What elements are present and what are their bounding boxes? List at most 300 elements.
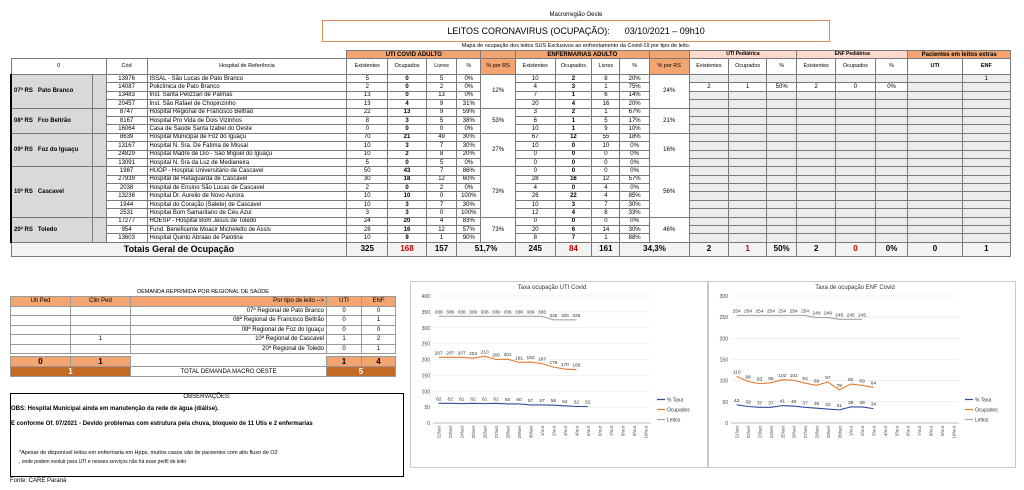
y-tick-label: 150 [719, 357, 728, 364]
enf-pct: 67% [620, 108, 649, 116]
uti-pct: 20% [457, 150, 481, 158]
ped-empty-cell [689, 142, 729, 150]
ped-empty-cell [729, 200, 767, 208]
dem-total-uti-ped: 0 [11, 357, 71, 367]
enf-livres: 0 [592, 158, 620, 166]
extra-uti [908, 217, 962, 225]
enf-pct-rs: 46% [649, 217, 689, 242]
obs-line-3: *Apesar de disponível leitos em enfermaria em Hpps, muitos casos são de pacientes com alto fluxo de O2 [19, 450, 278, 456]
data-label: 31 [836, 403, 842, 409]
total-enf-livres: 161 [592, 242, 620, 256]
x-tick-label: 26/set [791, 426, 797, 439]
enf-ocupados: 2 [555, 75, 592, 83]
data-label: 187 [537, 357, 547, 363]
ped-empty-cell [836, 133, 876, 141]
col-extra-enf: ENF [962, 59, 1010, 75]
hospital-name: Hospital Municipal de Foz do Iguaçu [147, 133, 347, 141]
dem-enf: 2 [362, 335, 396, 345]
ped-empty-cell [729, 209, 767, 217]
y-tick-label: 0 [725, 421, 728, 427]
ped-empty-cell [797, 209, 836, 217]
ped-empty-cell [729, 158, 767, 166]
dem-enf: 1 [362, 316, 396, 326]
col-existentes: Existentes [347, 59, 388, 75]
ped-empty-cell [729, 75, 767, 83]
ped-empty-cell [729, 142, 767, 150]
enf-ocupados: 0 [555, 217, 592, 225]
data-label: 62 [470, 397, 476, 403]
region-label: Macrorregião Oeste [549, 12, 603, 18]
extra-enf [962, 217, 1010, 225]
enf-pct: 20% [620, 75, 649, 83]
x-tick-label: 10/out [643, 426, 649, 439]
data-label: 97 [825, 375, 831, 381]
x-tick-label: 4/out [882, 426, 888, 437]
enf-chart-svg [709, 282, 1017, 469]
dem-regional-label: 10ª Regional de Cascavel [131, 335, 327, 345]
ped-empty-cell [875, 226, 907, 234]
dem-uti-ped [11, 306, 71, 316]
group-uti-covid: UTI COVID ADULTO [347, 51, 481, 59]
enf-pct: 88% [620, 234, 649, 242]
y-tick-label: 200 [421, 357, 430, 364]
region-cell [11, 217, 93, 242]
uti-ocupados: 3 [388, 142, 427, 150]
uti-livres: 1 [426, 234, 456, 242]
x-tick-label: 26/set [482, 426, 488, 439]
ped-empty-cell [797, 192, 836, 200]
extra-uti [908, 150, 962, 158]
legend-label: Ocupados [667, 407, 690, 414]
data-label: 54 [562, 399, 568, 405]
x-tick-label: 24/set [768, 426, 774, 439]
ped-empty-cell [797, 133, 836, 141]
ped-empty-cell [836, 125, 876, 133]
ped-empty-cell [766, 184, 796, 192]
ped-empty-cell [766, 175, 796, 183]
chart-title: Taxa de ocupação ENF Covid [815, 285, 895, 291]
x-tick-label: 24/set [459, 426, 465, 439]
ped-empty-cell [836, 234, 876, 242]
enfped-cell: 0 [836, 83, 876, 91]
extra-enf [962, 192, 1010, 200]
uti-ocupados: 0 [388, 125, 427, 133]
dem-enf: 0 [362, 325, 396, 335]
data-label: 35 [813, 402, 820, 408]
ped-empty-cell [766, 100, 796, 108]
dem-clin-ped [71, 316, 131, 326]
extra-enf [962, 184, 1010, 192]
ped-empty-cell [797, 91, 836, 99]
ped-empty-cell [836, 142, 876, 150]
data-label: 101 [789, 374, 798, 380]
col-extra-uti: UTI [908, 59, 962, 75]
y-tick-label: 150 [421, 373, 430, 380]
hospital-name: Hospital do Coração (Salete) de Cascavel [147, 200, 347, 208]
enf-ocupados: 3 [555, 200, 592, 208]
uti-pct: 0% [457, 91, 481, 99]
ped-empty-cell [836, 200, 876, 208]
uti-ocupados: 0 [388, 158, 427, 166]
obs-title: OBSERVAÇÕES: [183, 394, 231, 400]
x-tick-label: 23/set [448, 426, 454, 439]
uti-chart [410, 281, 708, 468]
enf-existentes: 12 [515, 209, 555, 217]
ped-empty-cell [729, 108, 767, 116]
uti-ocupados: 0 [388, 184, 427, 192]
hospital-code: 954 [106, 226, 147, 234]
enf-livres: 4 [592, 184, 620, 192]
hospital-name: Casa de Saúde Santa Izabel do Oeste [147, 125, 347, 133]
extra-enf [962, 200, 1010, 208]
enf-existentes: 0 [515, 158, 555, 166]
ped-empty-cell [766, 150, 796, 158]
enf-pct: 18% [620, 133, 649, 141]
extra-uti [908, 91, 962, 99]
ped-empty-cell [729, 167, 767, 175]
col-ocupados: Ocupados [836, 59, 876, 75]
ped-empty-cell [797, 100, 836, 108]
enf-livres: 0 [592, 150, 620, 158]
region-cell [11, 108, 93, 133]
x-tick-label: 8/out [928, 426, 934, 437]
table-subtitle: Mapa de ocupação dos leitos SUS Exclusivos ao enfrentamento da Covid-19 por tipo de leito. [461, 43, 691, 49]
enf-livres: 12 [592, 175, 620, 183]
extra-uti [908, 100, 962, 108]
enf-pct-rs: 21% [649, 108, 689, 133]
hospital-name: Hospital Pro Vida de Dois Vizinhos [147, 116, 347, 124]
uti-pct: 100% [457, 209, 481, 217]
ped-empty-cell [836, 158, 876, 166]
uti-existentes: 30 [347, 175, 388, 183]
x-tick-label: 22/set [746, 426, 752, 439]
enf-pct-rs: 56% [649, 167, 689, 217]
enf-livres: 9 [592, 125, 620, 133]
demanda-row [11, 344, 396, 354]
hospital-code: 20457 [106, 100, 147, 108]
uti-pct: 57% [457, 226, 481, 234]
enf-ocupados: 0 [555, 167, 592, 175]
ped-empty-cell [875, 209, 907, 217]
x-tick-label: 29/set [825, 426, 831, 439]
x-tick-label: 7/out [917, 426, 923, 437]
ped-empty-cell [875, 133, 907, 141]
hospital-name: Hospital de Ensino São Lucas de Cascavel [147, 184, 347, 192]
extra-enf [962, 125, 1010, 133]
ped-empty-cell [875, 108, 907, 116]
data-label: 61 [459, 397, 465, 403]
col-pct-rs: % por RS [649, 59, 689, 75]
ped-empty-cell [875, 116, 907, 124]
hospital-code: 14087 [106, 83, 147, 91]
ped-empty-cell [875, 150, 907, 158]
extra-enf [962, 142, 1010, 150]
ped-empty-cell [766, 226, 796, 234]
data-label: 110 [732, 370, 741, 376]
enf-existentes: 20 [515, 226, 555, 234]
enf-ocupados: 2 [555, 108, 592, 116]
dem-uti-ped [11, 316, 71, 326]
data-label: 57 [539, 398, 545, 404]
dem-clin-ped [71, 344, 131, 354]
extra-enf [962, 116, 1010, 124]
ped-empty-cell [766, 108, 796, 116]
legend-label: % Taxa [667, 397, 684, 404]
hospital-code: 13167 [106, 142, 147, 150]
dem-clin-ped [71, 325, 131, 335]
hospital-name: ISSAL - São Lucas de Pato Branco [147, 75, 347, 83]
ped-empty-cell [689, 108, 729, 116]
dem-regional-label: 08ª Regional de Francisco Beltrão [131, 316, 327, 326]
enf-existentes: 4 [515, 184, 555, 192]
ped-empty-cell [766, 142, 796, 150]
dem-uti: 0 [327, 306, 362, 316]
enf-livres: 10 [592, 142, 620, 150]
y-tick-label: 50 [722, 399, 728, 406]
enf-existentes: 0 [515, 167, 555, 175]
y-tick-label: 300 [719, 294, 728, 300]
uti-pct-rs: 53% [481, 108, 516, 133]
uti-pct: 0% [457, 75, 481, 83]
uti-livres: 9 [426, 108, 456, 116]
enf-ocupados: 1 [555, 116, 592, 124]
legend-label: Leitos [667, 417, 681, 424]
extra-uti [908, 167, 962, 175]
uti-pct: 90% [457, 234, 481, 242]
col-zero: 0 [11, 59, 106, 75]
uti-livres: 9 [426, 100, 456, 108]
col-hospital: Hospital de Referência [147, 59, 347, 75]
dem-clin-ped [71, 306, 131, 316]
data-label: 207 [457, 351, 466, 357]
uti-ocupados: 10 [388, 192, 427, 200]
y-tick-label: 100 [719, 378, 728, 385]
uti-existentes: 24 [347, 217, 388, 225]
enf-existentes: 0 [515, 217, 555, 225]
data-label: 102 [778, 373, 787, 379]
data-label: 200 [492, 353, 501, 359]
extra-uti [908, 83, 962, 91]
uti-pct: 38% [457, 116, 481, 124]
uti-existentes: 2 [347, 83, 388, 91]
data-label: 93 [756, 377, 763, 383]
ped-empty-cell [875, 175, 907, 183]
uti-livres: 0 [426, 125, 456, 133]
hospital-code: 13091 [106, 158, 147, 166]
ped-empty-cell [729, 184, 767, 192]
uti-existentes: 22 [347, 108, 388, 116]
col-dem-enf: ENF [362, 297, 396, 307]
ped-empty-cell [766, 133, 796, 141]
enf-pct: 75% [620, 83, 649, 91]
hospital-name: Hospital N. Sra da Luz de Medianeira [147, 158, 347, 166]
ped-empty-cell [689, 217, 729, 225]
uti-existentes: 50 [347, 167, 388, 175]
region-city: Fco Beltrão [37, 117, 71, 124]
data-label: 62 [493, 397, 499, 403]
enf-existentes: 67 [515, 133, 555, 141]
uti-ocupados: 16 [388, 226, 427, 234]
uti-existentes: 13 [347, 100, 388, 108]
data-label: 254 [744, 309, 753, 315]
x-tick-label: 4/out [574, 426, 580, 437]
uti-pct: 0% [457, 158, 481, 166]
uti-ocupados: 43 [388, 167, 427, 175]
data-label: 336 [492, 310, 501, 316]
col-cod: Cód [106, 59, 147, 75]
ped-empty-cell [797, 200, 836, 208]
uti-pct: 30% [457, 133, 481, 141]
total-uti-ocupados: 168 [388, 242, 427, 256]
enf-pct: 85% [620, 192, 649, 200]
uti-pct: 30% [457, 142, 481, 150]
col-pct: % [457, 59, 481, 75]
data-label: 56 [550, 399, 557, 405]
uti-ocupados: 0 [388, 91, 427, 99]
extra-uti [908, 234, 962, 242]
enf-pct: 14% [620, 91, 649, 99]
enfped-cell: 0% [875, 83, 907, 91]
dem-uti: 0 [327, 344, 362, 354]
extra-enf [962, 234, 1010, 242]
data-label: 254 [732, 309, 741, 315]
ped-empty-cell [836, 175, 876, 183]
ped-empty-cell [689, 175, 729, 183]
extra-uti [908, 75, 962, 83]
col-existentes: Existentes [515, 59, 555, 75]
extra-enf [962, 83, 1010, 91]
total-enf-existentes: 245 [515, 242, 555, 256]
enf-livres: 8 [592, 75, 620, 83]
data-label: 336 [480, 310, 489, 316]
region-rs: 07ª RS [14, 88, 33, 95]
ped-empty-cell [766, 200, 796, 208]
x-tick-label: 27/set [494, 426, 500, 439]
x-tick-label: 1/out [540, 426, 545, 437]
ped-empty-cell [875, 167, 907, 175]
ped-empty-cell [729, 217, 767, 225]
legend-label: Ocupados [975, 407, 998, 414]
ped-empty-cell [766, 209, 796, 217]
uti-ocupados: 21 [388, 133, 427, 141]
data-label: 98 [745, 375, 751, 381]
ped-empty-cell [836, 100, 876, 108]
extra-uti [908, 184, 962, 192]
page-title: LEITOS CORONAVIRUS (OCUPAÇÃO): [447, 26, 610, 36]
obs-line-4: , onde podem evoluir para UTI e nesses serviços não há esse perfil de leito [19, 459, 187, 465]
total-label: Totais Geral de Ocupação [11, 242, 347, 256]
data-label: 43 [734, 398, 740, 404]
ped-empty-cell [836, 209, 876, 217]
hospital-name: Fund. Beneficente Moacir Micheletto de Assis [147, 226, 347, 234]
data-label: 336 [526, 310, 535, 316]
enf-ocupados: 0 [555, 184, 592, 192]
ped-empty-cell [729, 100, 767, 108]
data-label: 89 [813, 379, 820, 385]
ped-empty-cell [797, 217, 836, 225]
col-existentes: Existentes [689, 59, 729, 75]
x-tick-label: 9/out [939, 426, 945, 437]
uti-ocupados: 9 [388, 234, 427, 242]
data-label: 41 [779, 399, 785, 405]
uti-ocupados: 2 [388, 150, 427, 158]
ped-empty-cell [729, 125, 767, 133]
y-tick-label: 250 [421, 341, 430, 348]
hospital-name: Hospital Madre de Dio - São Miguel do Iguaçu [147, 150, 347, 158]
group-enfermarias: ENFERMARIAS ADULTO [515, 51, 649, 59]
data-label: 336 [446, 310, 455, 316]
total-enfped-ocupados: 0 [836, 242, 876, 256]
uti-existentes: 10 [347, 142, 388, 150]
demanda-row [11, 335, 396, 345]
hospital-name: Hospital Dr. Aurelio de Novo Aurora [147, 192, 347, 200]
ped-empty-cell [766, 167, 796, 175]
uti-ocupados: 0 [388, 83, 427, 91]
dem-uti: 0 [327, 316, 362, 326]
enf-ocupados: 7 [555, 234, 592, 242]
uti-existentes: 10 [347, 234, 388, 242]
ped-empty-cell [875, 200, 907, 208]
enf-pct-rs: 24% [649, 75, 689, 109]
col-por-tipo: Por tipo de leito --> [131, 297, 327, 307]
col-ocupados: Ocupados [555, 59, 592, 75]
chart-title: Taxa ocupação UTI Covid [517, 285, 587, 291]
data-label: 325 [549, 313, 558, 319]
ped-empty-cell [766, 91, 796, 99]
uti-livres: 5 [426, 158, 456, 166]
ped-empty-cell [689, 100, 729, 108]
extra-enf [962, 175, 1010, 183]
extra-enf [962, 91, 1010, 99]
enf-pct: 30% [620, 200, 649, 208]
ped-empty-cell [766, 217, 796, 225]
col-pct-rs: % por RS [481, 59, 516, 75]
hospital-code: 2038 [106, 184, 147, 192]
uti-ocupados: 4 [388, 100, 427, 108]
x-tick-label: 28/set [505, 426, 511, 439]
data-label: 52 [585, 400, 591, 406]
enf-livres: 0 [592, 167, 620, 175]
uti-existentes: 3 [347, 209, 388, 217]
uti-existentes: 8 [347, 116, 388, 124]
x-tick-label: 9/out [631, 426, 637, 437]
ped-empty-cell [797, 125, 836, 133]
data-label: 336 [515, 310, 524, 316]
data-label: 245 [858, 313, 867, 319]
region-rs: 09ª RS [14, 147, 33, 154]
uti-livres: 0 [426, 209, 456, 217]
col-pct: % [766, 59, 796, 75]
extra-enf [962, 209, 1010, 217]
x-tick-label: 21/set [734, 426, 740, 439]
ped-empty-cell [797, 234, 836, 242]
uti-existentes: 10 [347, 200, 388, 208]
uti-ocupados: 3 [388, 200, 427, 208]
data-label: 204 [469, 352, 478, 358]
data-label: 192 [526, 356, 535, 362]
data-label: 95 [768, 376, 774, 382]
data-label: 207 [434, 351, 443, 357]
hospital-code: 2531 [106, 209, 147, 217]
ped-empty-cell [875, 100, 907, 108]
extra-uti [908, 142, 962, 150]
extra-uti [908, 192, 962, 200]
dem-uti-ped [11, 335, 71, 345]
obs-line-2: E conforme Of. 07/2021 - Devido problemas com estrutura pela chuva, bloqueio de 11 Utis e 2 enfermarias [11, 421, 313, 427]
enf-existentes: 3 [515, 108, 555, 116]
ped-empty-cell [689, 125, 729, 133]
demanda-row [11, 325, 396, 335]
